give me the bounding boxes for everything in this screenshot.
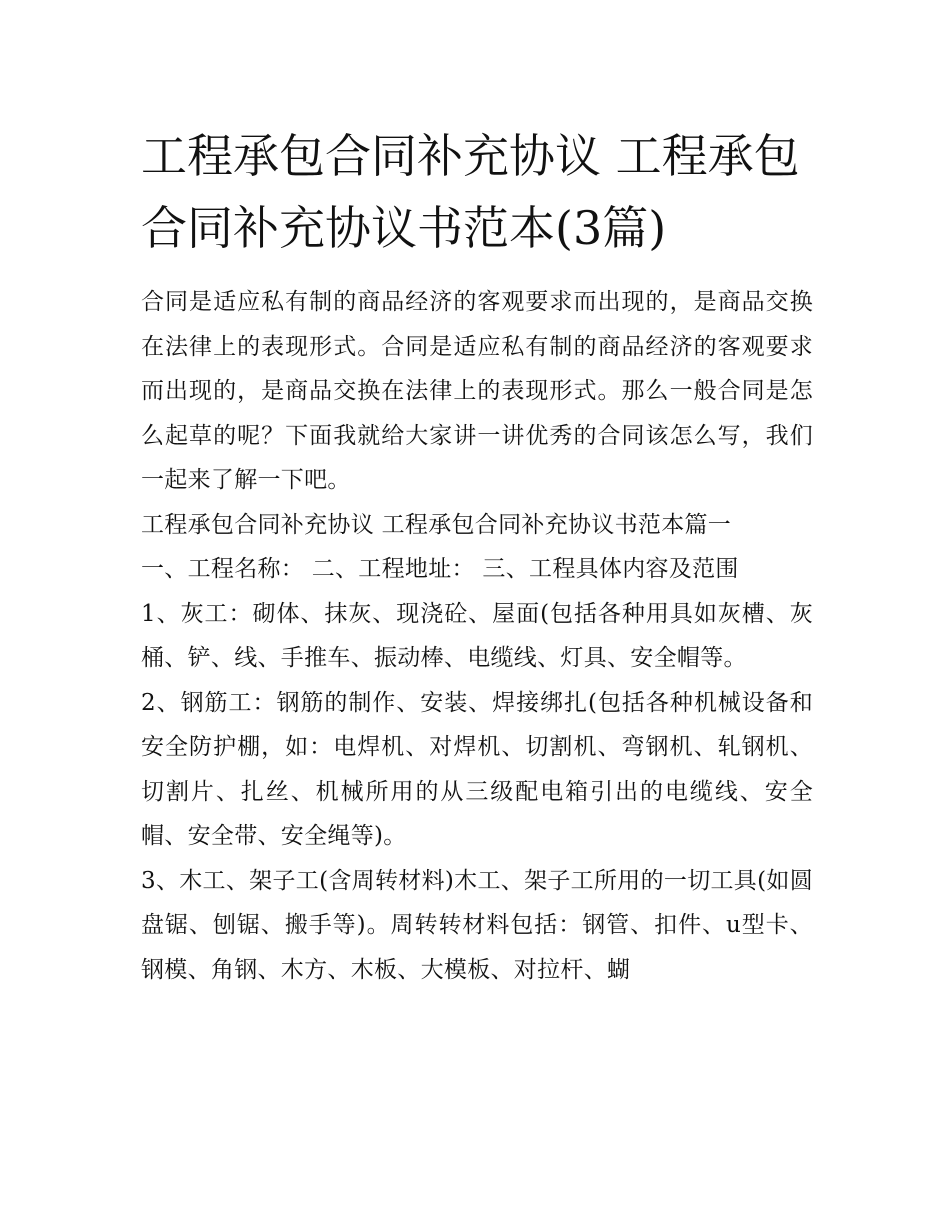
- project-fields: 一、工程名称： 二、工程地址： 三、工程具体内容及范围: [141, 556, 739, 582]
- document-body: [141, 280, 813, 992]
- clause-3: 3、木工、架子工(含周转材料)木工、架子工所用的一切工具(如圆盘锯、刨锯、搬手等)。周转转材料包括：钢管、扣件、u型卡、钢模、角钢、木方、木板、大模板、对拉杆、蝴: [141, 867, 813, 983]
- document-title: 工程承包合同补充协议 工程承包合同补充协议书范本(3篇): [141, 129, 800, 255]
- document-content: [141, 120, 813, 992]
- clause-2: 2、钢筋工：钢筋的制作、安装、焊接绑扎(包括各种机械设备和安全防护棚，如：电焊机、对焊机、切割机、弯钢机、轧钢机、切割片、扎丝、机械所用的从三级配电箱引出的电缆线、安全帽、安全带、安全绳等)。: [141, 689, 813, 849]
- intro-paragraph: 合同是适应私有制的商品经济的客观要求而出现的，是商品交换在法律上的表现形式。合同是适应私有制的商品经济的客观要求而出现的，是商品交换在法律上的表现形式。那么一般合同是怎么起草的呢？下面我就给大家讲一讲优秀的合同该怎么写，我们一起来了解一下吧。: [141, 289, 813, 493]
- clause-1: 1、灰工：砌体、抹灰、现浇砼、屋面(包括各种用具如灰槽、灰桶、铲、线、手推车、振动棒、电缆线、灯具、安全帽等。: [141, 600, 813, 671]
- section-heading: 工程承包合同补充协议 工程承包合同补充协议书范本篇一: [141, 511, 732, 538]
